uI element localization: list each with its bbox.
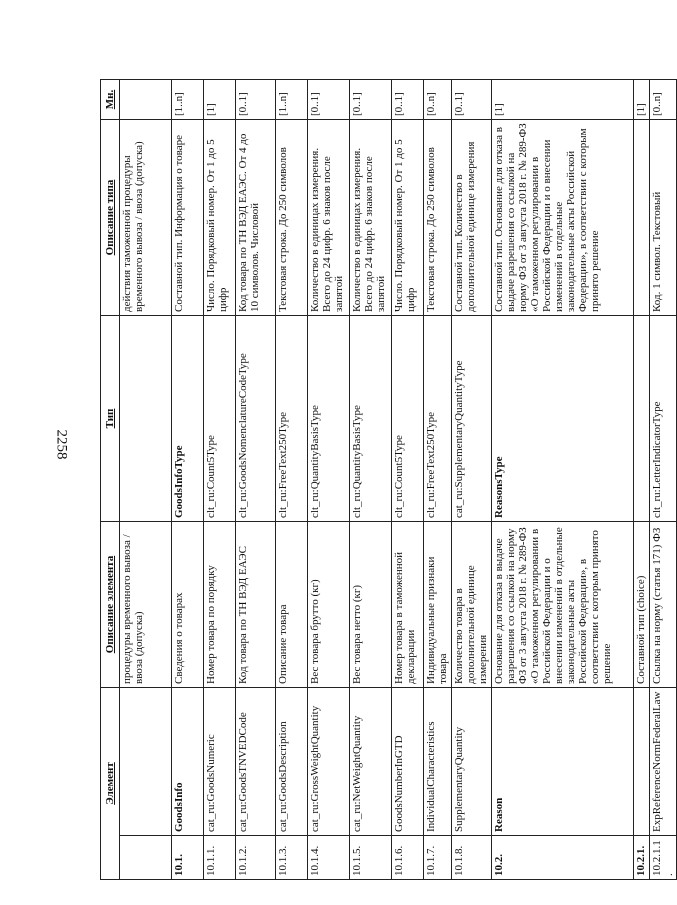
table-row	[350, 80, 392, 880]
row-element: IndividualCharacteristics	[424, 688, 452, 836]
row-type-desc: действия таможенной процедуры временного вывоза / ввоза (допуска)	[120, 120, 172, 316]
table-row	[236, 80, 276, 880]
row-number: 10.1.5.	[350, 836, 392, 880]
row-mn: [0..1]	[350, 80, 392, 120]
row-number: 10.2.1.1.	[650, 836, 677, 880]
row-type-desc: Составной тип. Информация о товаре	[172, 120, 204, 316]
row-mn: [1]	[204, 80, 236, 120]
row-element-desc: Вес товара нетто (кг)	[350, 522, 392, 688]
row-element-desc: процедуры временного вывоза / ввоза (допуска)	[120, 522, 172, 688]
row-type: clt_ru:FreeText250Type	[424, 316, 452, 522]
row-mn: [0..1]	[452, 80, 492, 120]
row-mn: [1]	[634, 80, 650, 120]
row-mn: [0..n]	[424, 80, 452, 120]
row-number: 10.1.8.	[452, 836, 492, 880]
row-element-desc: Код товара по ТН ВЭД ЕАЭС	[236, 522, 276, 688]
table-row	[204, 80, 236, 880]
row-mn: [0..1]	[392, 80, 424, 120]
page-number: 2258	[53, 429, 70, 460]
table-row	[172, 80, 204, 880]
row-element: SupplementaryQuantity	[452, 688, 492, 836]
row-mn: [1..n]	[276, 80, 308, 120]
row-type: cat_ru:SupplementaryQuantityType	[452, 316, 492, 522]
row-mn: [1..n]	[172, 80, 204, 120]
row-element-desc: Составной тип (choice)	[634, 522, 650, 688]
row-type-desc: Количество в единицах измерения. Всего до 24 цифр. 6 знаков после запятой	[350, 120, 392, 316]
header-element-desc: Описание элемента	[101, 522, 120, 688]
row-number: 10.2.1.	[634, 836, 650, 880]
row-type-desc: Число. Порядковый номер. От 1 до 5 цифр	[204, 120, 236, 316]
row-element-desc: Номер товара в таможенной декларации	[392, 522, 424, 688]
row-element-desc: Описание товара	[276, 522, 308, 688]
table-row	[120, 80, 172, 880]
row-element-desc: Количество товара в дополнительной единице измерения	[452, 522, 492, 688]
header-element: Элемент	[101, 688, 120, 880]
row-type: clt_ru:LetterIndicatorType	[650, 316, 677, 522]
row-element-desc: Номер товара по порядку	[204, 522, 236, 688]
row-element-desc: Основание для отказа в выдаче разрешения со ссылкой на норму ФЗ от 3 августа 2018 г. № 289-ФЗ «О таможенном регулировании в Российской Федерации и о внесении изменений в отдельные законодательные акты Российской Федерации», в соответствии с которым принято решение	[492, 522, 634, 688]
row-type	[120, 316, 172, 522]
row-element: GoodsInfo	[172, 688, 204, 836]
row-type-desc: Составной тип. Количество в дополнительной единице измерения	[452, 120, 492, 316]
table-row	[492, 80, 634, 880]
row-type-desc: Текстовая строка. До 250 символов	[276, 120, 308, 316]
row-mn: [0..1]	[236, 80, 276, 120]
row-number: 10.1.3.	[276, 836, 308, 880]
row-number: 10.2.	[492, 836, 634, 880]
table-row	[650, 80, 677, 880]
table-row	[308, 80, 350, 880]
row-type	[634, 316, 650, 522]
row-mn: [0..n]	[650, 80, 677, 120]
row-number: 10.1.6.	[392, 836, 424, 880]
row-type-desc: Число. Порядковый номер. От 1 до 5 цифр	[392, 120, 424, 316]
rotated-table-region	[100, 80, 675, 880]
row-number: 10.1.2.	[236, 836, 276, 880]
table-row	[392, 80, 424, 880]
row-number	[120, 836, 172, 880]
row-number: 10.1.	[172, 836, 204, 880]
row-type: GoodsInfoType	[172, 316, 204, 522]
row-element: cat_ru:NetWeightQuantity	[350, 688, 392, 836]
row-type: clt_ru:FreeText250Type	[276, 316, 308, 522]
row-type-desc: Код. 1 символ. Текстовый	[650, 120, 677, 316]
row-element-desc: Вес товара брутто (кг)	[308, 522, 350, 688]
table-row	[424, 80, 452, 880]
row-mn: [0..1]	[308, 80, 350, 120]
row-element: cat_ru:GoodsDescription	[276, 688, 308, 836]
row-mn: [1]	[492, 80, 634, 120]
header-row	[101, 80, 120, 880]
header-type: Тип	[101, 316, 120, 522]
row-element	[634, 688, 650, 836]
header-mn: Мн.	[101, 80, 120, 120]
row-type-desc: Код товара по ТН ВЭД ЕАЭС. От 4 до 10 символов. Числовой	[236, 120, 276, 316]
row-type-desc: Количество в единицах измерения. Всего до 24 цифр. 6 знаков после запятой	[308, 120, 350, 316]
table-row	[634, 80, 650, 880]
row-number: 10.1.4.	[308, 836, 350, 880]
row-element: cat_ru:GrossWeightQuantity	[308, 688, 350, 836]
row-mn	[120, 80, 172, 120]
row-type: clt_ru:QuantityBasisType	[308, 316, 350, 522]
rotated-content	[100, 80, 675, 880]
row-element: GoodsNumberInGTD	[392, 688, 424, 836]
row-type: clt_ru:Count5Type	[392, 316, 424, 522]
table-row	[276, 80, 308, 880]
row-type-desc: Текстовая строка. До 250 символов	[424, 120, 452, 316]
row-element: ExpReferenceNormFederalLaw	[650, 688, 677, 836]
row-element: cat_ru:GoodsTNVEDCode	[236, 688, 276, 836]
spec-table	[100, 79, 677, 880]
row-type: clt_ru:QuantityBasisType	[350, 316, 392, 522]
row-element-desc: Сведения о товарах	[172, 522, 204, 688]
header-type-desc: Описание типа	[101, 120, 120, 316]
row-type: clt_ru:Count5Type	[204, 316, 236, 522]
row-element-desc: Индивидуальные признаки товара	[424, 522, 452, 688]
row-element: cat_ru:GoodsNumeric	[204, 688, 236, 836]
table-row	[452, 80, 492, 880]
row-type: clt_ru:GoodsNomenclatureCodeType	[236, 316, 276, 522]
row-type-desc: Составной тип. Основание для отказа в выдаче разрешения со ссылкой на норму ФЗ от 3 августа 2018 г. № 289-ФЗ «О таможенном регулировании в Российской Федерации и о внесении изменений в отдельные законодательные акты Российской Федерации», в соответствии с которым принято решение	[492, 120, 634, 316]
row-element-desc: Ссылка на норму (статья 171) ФЗ	[650, 522, 677, 688]
row-element	[120, 688, 172, 836]
row-number: 10.1.1.	[204, 836, 236, 880]
row-number: 10.1.7.	[424, 836, 452, 880]
row-type-desc	[634, 120, 650, 316]
row-element: Reason	[492, 688, 634, 836]
row-type: ReasonsType	[492, 316, 634, 522]
